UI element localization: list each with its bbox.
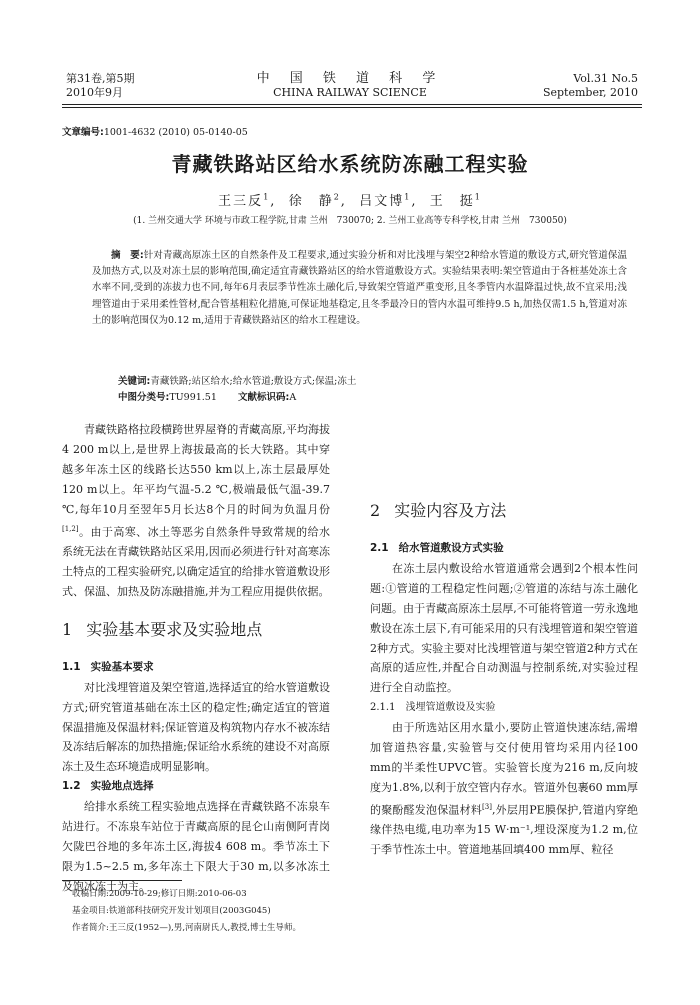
abstract-text: 针对青藏高原冻土区的自然条件及工程要求,通过实验分析和对比浅埋与架空2种给水管道的敷设方式,研究管道保温及加热方式,以及对冻土层的影响范围,确定适宜青藏铁路站区的给水管道敷设方式。实验结果表明:架空管道由于各桩基处冻土含水率不同,受到的冻拔力也不同,每年6月表层季节性冻土融化后,导致架空管道严重变形,且冬季管内水温降温过快,故不宜采用;浅埋管道由于采用柔性管材,配合管基粗粒化措施,可保证地基稳定,且冬季最冷日的管内水温可维持9.5 h,加热仅需1.5 h,管道对冻土的影响范围仅为0.12 m,适用于青藏铁路站区的给水工程建设。 bbox=[92, 250, 627, 326]
journal-name-en: CHINA RAILWAY SCIENCE bbox=[273, 86, 427, 99]
running-header-right bbox=[543, 72, 638, 100]
header-rule bbox=[62, 104, 642, 105]
clc-label: 中图分类号: bbox=[118, 392, 170, 403]
body-column-right bbox=[370, 500, 638, 860]
section-2-1-1-paragraph: 由于所选站区用水量小,要防止管道快速冻结,需增加管道热容量,实验管与交付使用管均采用内径100 mm的半柔性UPVC管。实验管长度为216 m,反向坡度为1.8%,以利于放空管内存水。管道外包裹60 mm厚的聚酚醛发泡保温材料[3],外层用PE膜保护,管道内穿绝缘伴热电缆,电功率为15 W·m⁻¹,埋设深度为1.2 m,位于季节性冻土中。管道地基回填400 mm厚、粒径 bbox=[370, 721, 638, 857]
header-rule-thin bbox=[62, 107, 642, 108]
section-2-1-1-heading: 2.1.1 浅埋管道敷设及实验 bbox=[370, 702, 496, 714]
section-2-heading: 2 实验内容及方法 bbox=[370, 501, 507, 520]
paper-title: 青藏铁路站区给水系统防冻融工程实验 bbox=[171, 152, 529, 176]
author-bio: 作者简介:王三反(1952—),男,河南尉氏人,教授,博士生导师。 bbox=[72, 923, 301, 933]
author-3: 吕文博$^1$, bbox=[359, 192, 418, 209]
citation: [1,2] bbox=[62, 524, 79, 533]
footnotes bbox=[72, 886, 301, 937]
body-column-left bbox=[62, 420, 330, 897]
volume-label: Vol.31 No.5 bbox=[573, 72, 638, 85]
article-number-label: 文章编号: bbox=[62, 127, 104, 138]
date-label: 2010年9月 bbox=[66, 86, 123, 99]
section-1-2-heading: 1.2 实验地点选择 bbox=[62, 780, 154, 793]
keywords-text: 青藏铁路;站区给水;给水管道;敷设方式;保温;冻土 bbox=[150, 376, 357, 387]
keywords-label: 关键词: bbox=[118, 376, 151, 387]
author-1: 王三反$^1$, bbox=[218, 192, 277, 209]
section-2-1-heading: 2.1 给水管道敷设方式实验 bbox=[370, 542, 504, 554]
author-2: 徐 静$^2$, bbox=[288, 192, 347, 209]
abstract-label: 摘 要: bbox=[111, 250, 144, 261]
abstract bbox=[92, 248, 627, 329]
article-number-value: 1001-4632 (2010) 05-0140-05 bbox=[103, 127, 248, 138]
section-1-1-paragraph: 对比浅埋管道及架空管道,选择适宜的给水管道敷设方式;研究管道基础在冻土区的稳定性;确定适宜的管道保温措施及保温材料;保证管道及构筑物内存水不被冻结及冻结后解冻的加热措施;保证给水系统的建设不对高原冻土及生态环境造成明显影响。 bbox=[62, 680, 330, 774]
author-list bbox=[0, 190, 700, 209]
intro-paragraph: 青藏铁路格拉段横跨世界屋脊的青藏高原,平均海拔4 200 m以上,是世界上海拔最高的长大铁路。其中穿越多年冻土区的线路长达550 km以上,冻土层最厚处120 m以上。年平均气温-5.2 ℃,极端最低气温-39.7 ℃,每年10月至翌年5月长达8个月的时间为负温月份[1,2]。由于高寒、冰土等恶劣自然条件导致常规的给水系统无法在青藏铁路站区采用,因而必须进行针对高寒冻土特点的工程实验研究,以确定适宜的给排水管道敷设形式、保温、加热及防冻融措施,并为工程应用提供依据。 bbox=[62, 423, 330, 598]
section-1-2-paragraph: 给排水系统工程实验地点选择在青藏铁路不冻泉车站进行。不冻泉车站位于青藏高原的昆仑山南侧阿青岗欠陇巴谷地的多年冻土区,海拔4 608 m。季节冻土下限为1.5~2.5 m,多年冻土下限大于30 m,以多冰冻土及饱冰冻土为主。 bbox=[62, 800, 330, 893]
article-number bbox=[62, 124, 248, 138]
section-2-1-paragraph: 在冻土层内敷设给水管道通常会遇到2个根本性问题:①管道的工程稳定性问题;②管道的冻结与冻土融化问题。由于青藏高原冻土层厚,不可能将管道一劳永逸地敷设在冻土层下,有可能采用的只有浅埋管道和架空管道2种方式。实验主要对比浅埋管道与架空管道2种方式在高原的适应性,并配合自动测温与控制系统,对实验过程进行全自动监控。 bbox=[370, 561, 638, 695]
doc-code-label: 文献标识码: bbox=[238, 392, 290, 403]
citation: [3] bbox=[482, 802, 492, 811]
issue-label: 第31卷,第5期 bbox=[66, 72, 135, 85]
affiliations: (1. 兰州交通大学 环境与市政工程学院,甘肃 兰州 730070; 2. 兰州工业高等专科学校,甘肃 兰州 730050) bbox=[133, 216, 567, 226]
date-en-label: September, 2010 bbox=[542, 86, 638, 99]
doc-code-value: A bbox=[289, 392, 297, 403]
section-1-heading: 1 实验基本要求及实验地点 bbox=[62, 619, 263, 639]
section-1-1-heading: 1.1 实验基本要求 bbox=[62, 660, 154, 673]
clc-value: TU991.51 bbox=[169, 392, 217, 403]
journal-name-cn: 中 国 铁 道 科 学 bbox=[256, 71, 444, 86]
received-date: 收稿日期:2009-10-29;修订日期:2010-06-03 bbox=[72, 889, 247, 899]
classification bbox=[118, 390, 296, 406]
author-4: 王 挺$^1$ bbox=[429, 192, 482, 209]
keywords bbox=[118, 374, 356, 390]
footnote-rule bbox=[62, 880, 182, 881]
funding-note: 基金项目:铁道部科技研究开发计划项目(2003G045) bbox=[72, 906, 271, 916]
